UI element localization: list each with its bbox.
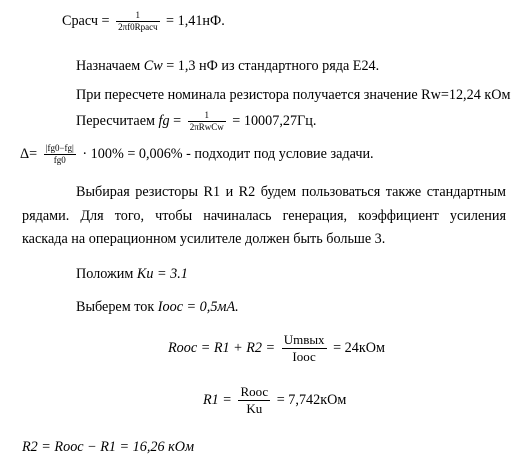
roos-rhs: = 24кОм <box>333 339 385 356</box>
current-line <box>76 300 239 314</box>
ku-pre: Положим <box>76 266 134 282</box>
paragraph-line-3: каскада на операционном усилителе должен быть больше 3. <box>22 231 386 247</box>
r1-numerator: Rоос <box>240 384 269 399</box>
r1-denominator: Ku <box>238 400 270 417</box>
assign-cw-post: = 1,3 нФ из стандартного ряда Е24. <box>166 58 380 74</box>
r2-formula <box>22 440 194 454</box>
delta-lhs: Δ= <box>20 145 38 162</box>
recalc-fg-formula: Пересчитаем fg = 1 2πRwCw = 10007,27Гц. <box>76 110 317 132</box>
delta-denominator: fg0 <box>44 154 76 166</box>
recalc-fg-rhs: = 10007,27Гц. <box>232 112 317 129</box>
recalc-fg-denominator: 2πRwCw <box>189 122 224 132</box>
assign-cw-pre: Назначаем <box>76 58 141 74</box>
r2-expr: R2 = Rоос − R1 = 16,26 кОм <box>22 439 195 455</box>
roos-fraction <box>282 332 327 365</box>
c-calc-denominator: 2πf0Rрасч <box>118 22 158 32</box>
r1-formula <box>203 384 346 417</box>
paragraph-line-1: Выбирая резисторы R1 и R2 будем пользоваться также стандартным <box>76 184 506 200</box>
recalc-fg-fraction <box>188 110 226 133</box>
recalc-fg-numerator: 1 <box>204 110 209 120</box>
r1-rhs: = 7,742кОм <box>276 391 347 408</box>
c-calc-formula <box>62 10 225 33</box>
delta-fraction <box>44 143 76 166</box>
current-expr: Iоос = 0,5мА. <box>157 299 239 315</box>
recalc-fg-var: fg <box>158 112 170 129</box>
recalc-fg-pre: Пересчитаем <box>76 112 155 129</box>
c-calc-rhs: = 1,41нФ. <box>166 12 225 29</box>
delta-numerator: |fg0−fg| <box>45 143 74 153</box>
roos-numerator: Umвых <box>283 332 325 347</box>
delta-rhs: · 100% = 0,006% - подходит под условие задачи. <box>82 145 374 162</box>
paragraph-line-2: рядами. Для того, чтобы начиналась генерация, коэффициент усиления <box>22 208 506 224</box>
ku-line <box>76 267 188 281</box>
roos-formula <box>168 332 385 365</box>
ku-expr: Ku = 3.1 <box>136 266 188 282</box>
delta-formula <box>20 143 374 166</box>
c-calc-fraction <box>116 10 159 33</box>
recalc-resistor-line: При пересчете номинала резистора получается значение Rw=12,24 кОм <box>76 87 511 103</box>
current-pre: Выберем ток <box>76 299 155 315</box>
assign-cw-var: Cw <box>143 58 163 74</box>
roos-denominator: Iоос <box>282 348 327 365</box>
c-calc-numerator: 1 <box>135 10 141 20</box>
c-calc-lhs: Cрасч = <box>62 12 110 29</box>
r1-lhs: R1 = <box>203 391 232 408</box>
roos-lhs: Rоос = R1 + R2 = <box>168 339 276 356</box>
r1-fraction <box>238 384 270 417</box>
assign-cw-line <box>76 59 379 73</box>
